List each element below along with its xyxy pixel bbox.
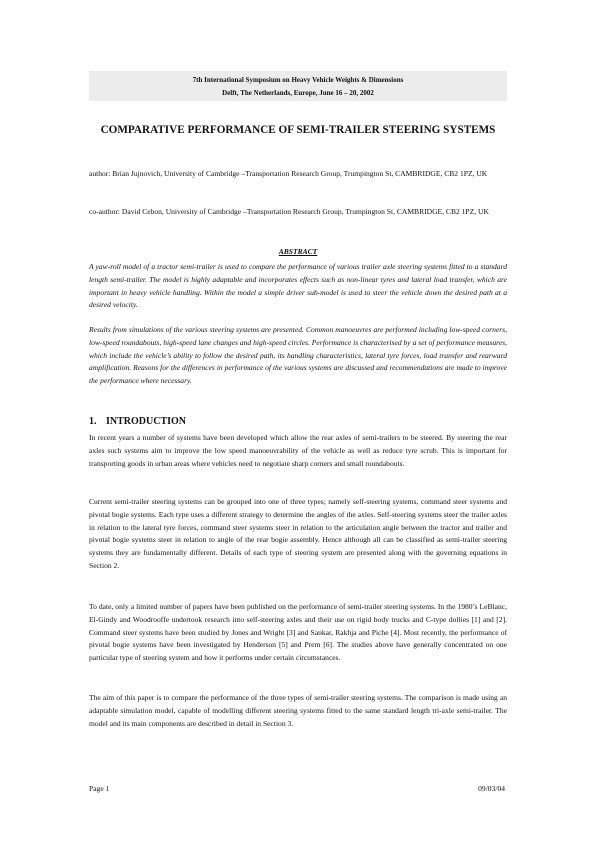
- coauthor-line: co-author: David Cebon, University of Cambridge –Transportation Research Group, Trumpington St, CAMBRIDGE, CB2 1PZ, UK: [89, 207, 489, 216]
- conference-name: 7th International Symposium on Heavy Vehicle Weights & Dimensions: [192, 76, 404, 84]
- page-number: Page 1: [89, 784, 110, 793]
- author-line: author: Brian Jujnovich, University of Cambridge –Transportation Research Group, Trumpington St, CAMBRIDGE, CB2 1PZ, UK: [89, 169, 488, 178]
- conference-location-date: Delft, The Netherlands, Europe, June 16 – 20, 2002: [222, 89, 374, 97]
- intro-paragraph-3: To date, only a limited number of papers have been published on the performance of semi-trailer steering systems. In the 1980’s LeBlanc, El-Gindy and Woodrooffe undertook research into self-steering axles and their use on rigid body trucks and C-type dollies [1] and [2]. Command steer systems have been studied by Jones and Wright [3] and Sankar, Rakhja and Piche [4]. Most recently, the performance of pivotal bogie systems have been investigated by Henderson [5] and Prem [6]. The studies above have generally concentrated on one particular type of steering system and how it performs under certain circumstances.: [89, 602, 507, 663]
- paper-title: COMPARATIVE PERFORMANCE OF SEMI-TRAILER STEERING SYSTEMS: [100, 124, 496, 136]
- intro-paragraph-2: Current semi-trailer steering systems can be grouped into one of three types; namely self-steering systems, command steer systems and pivotal bogie systems. Each type uses a different strategy to determine the angles of the axles. Self-steering systems steer the trailer axles in relation to the lateral tyre forces, command steer systems steer in relation to the articulation angle between the tractor and trailer and pivotal bogie systems steer in relation to angle of the rear bogie assembly. Hence although all can be classified as semi-trailer steering systems they are fundamentally different. Details of each type of steering system are presented along with the governing equations in Section 2.: [89, 497, 507, 570]
- intro-paragraph-4: The aim of this paper is to compare the performance of the three types of semi-trailer steering systems. The comparison is made using an adaptable simulation model, capable of modelling different steering systems fitted to the same standard length tri-axle semi-trailer. The model and its main components are described in detail in Section 3.: [89, 693, 507, 728]
- section-title: INTRODUCTION: [106, 416, 187, 427]
- abstract-heading: ABSTRACT: [278, 247, 318, 256]
- abstract-paragraph-2: Results from simulations of the various steering systems are presented. Common manoeuvres are performed including low-speed corners, low-speed roundabouts, high-speed lane changes and high-speed circles. Performance is characterised by a set of performance measures, which include the vehicle’s ability to follow the desired path, its handling characteristics, lateral tyre forces, load transfer and rearward amplification. Reasons for the differences in performance of the various systems are discussed and recommendations are made to improve the performance where necessary.: [89, 325, 507, 386]
- section-number: 1.: [89, 416, 97, 427]
- conference-header: [89, 71, 507, 101]
- section-heading: [89, 416, 186, 427]
- intro-paragraph-1: In recent years a number of systems have been developed which allow the rear axles of semi-trailers to be steered. By steering the rear axles such systems aim to improve the low speed manoeuvrability of the vehicle as well as reduce tyre scrub. This is important for transporting goods in urban areas where vehicles need to negotiate sharp corners and small roundabouts.: [89, 433, 507, 468]
- abstract-paragraph-1: A yaw-roll model of a tractor semi-trailer is used to compare the performance of various trailer axle steering systems fitted to a standard length semi-trailer. The model is highly adaptable and incorporates effects such as non-linear tyres and lateral load transfer, which are important in heavy vehicle handling. Within the model a simple driver sub-model is used to steer the vehicle down the desired path at a desired velocity.: [89, 262, 507, 310]
- footer-date: 09/03/04: [478, 784, 505, 793]
